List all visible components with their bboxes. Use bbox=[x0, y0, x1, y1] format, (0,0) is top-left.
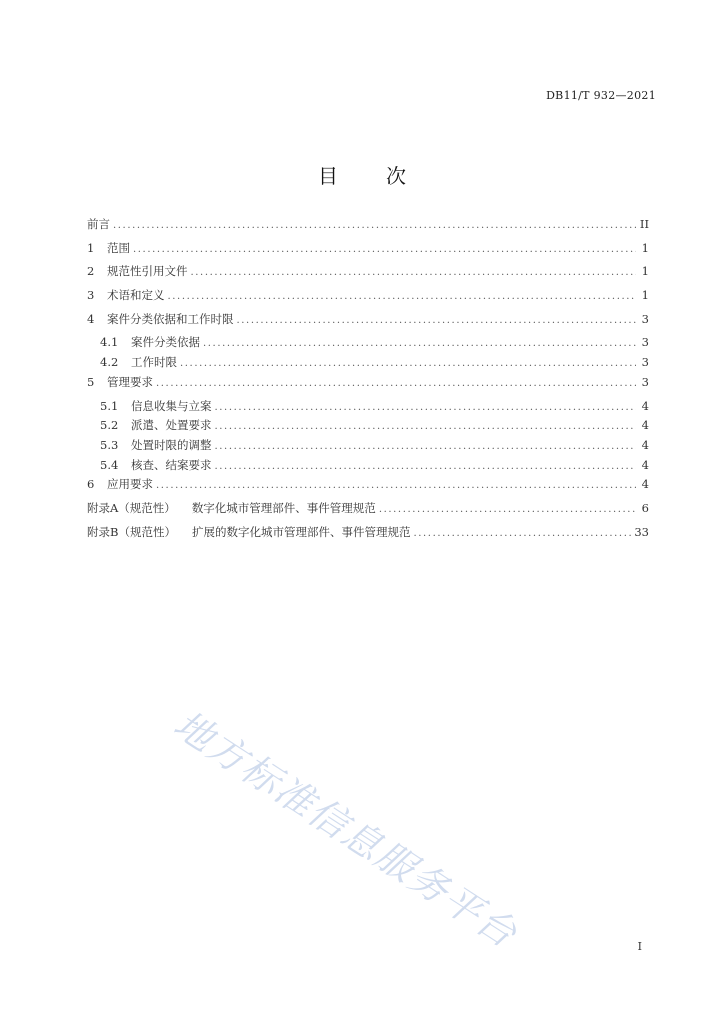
toc-entry-5-4[interactable] bbox=[87, 457, 649, 477]
toc-label: 术语和定义 bbox=[107, 288, 165, 303]
toc-page: II bbox=[639, 217, 649, 231]
toc-entry-annex-b[interactable] bbox=[87, 524, 649, 548]
toc-label: 应用要求 bbox=[107, 477, 153, 492]
table-of-contents bbox=[87, 216, 649, 547]
footer-page-number: I bbox=[637, 940, 642, 953]
toc-page: 4 bbox=[641, 457, 649, 472]
toc-page: 33 bbox=[634, 524, 649, 539]
toc-label: 管理要求 bbox=[107, 374, 153, 389]
annex-b-title: 扩展的数字化城市管理部件、事件管理规范 bbox=[191, 524, 411, 539]
toc-entry-5-2[interactable] bbox=[87, 417, 649, 437]
toc-number: 4.2 bbox=[100, 355, 119, 370]
toc-leader-dots bbox=[237, 315, 637, 326]
toc-entry-6[interactable] bbox=[87, 476, 649, 500]
toc-entry-4[interactable] bbox=[87, 311, 649, 335]
toc-label bbox=[87, 524, 410, 540]
toc-page: 1 bbox=[641, 288, 649, 303]
toc-page: 4 bbox=[641, 437, 649, 452]
toc-entry-1[interactable] bbox=[87, 240, 649, 264]
toc-page: 4 bbox=[641, 398, 649, 413]
toc-leader-dots bbox=[215, 421, 637, 432]
toc-label: 前言 bbox=[87, 217, 110, 231]
toc-leader-dots bbox=[215, 402, 637, 413]
toc-page: 3 bbox=[641, 311, 649, 326]
toc-label: 处置时限的调整 bbox=[131, 437, 212, 452]
toc-leader-dots bbox=[215, 461, 637, 472]
toc-entry-2[interactable] bbox=[87, 263, 649, 287]
toc-page: 3 bbox=[641, 355, 649, 370]
toc-page: 1 bbox=[641, 240, 649, 255]
toc-entry-5[interactable] bbox=[87, 374, 649, 398]
toc-number: 5.1 bbox=[100, 398, 119, 413]
toc-leader-dots bbox=[203, 338, 636, 349]
toc-leader-dots bbox=[413, 528, 631, 539]
toc-number: 5.3 bbox=[100, 437, 119, 452]
toc-leader-dots bbox=[156, 480, 636, 491]
toc-label: 案件分类依据和工作时限 bbox=[107, 311, 234, 326]
toc-leader-dots bbox=[113, 220, 636, 231]
toc-leader-dots bbox=[215, 441, 637, 452]
toc-number: 5.2 bbox=[100, 418, 119, 433]
annex-a-title: 数字化城市管理部件、事件管理规范 bbox=[191, 500, 376, 515]
annex-a-label: 附录A（规范性） bbox=[87, 500, 176, 515]
toc-leader-dots bbox=[180, 358, 636, 369]
toc-entry-4-1[interactable] bbox=[87, 334, 649, 354]
toc-leader-dots bbox=[168, 291, 637, 302]
toc-leader-dots bbox=[133, 244, 636, 255]
toc-label: 信息收集与立案 bbox=[131, 398, 212, 413]
toc-entry-5-3[interactable] bbox=[87, 437, 649, 457]
toc-entry-4-2[interactable] bbox=[87, 354, 649, 374]
toc-number: 6 bbox=[87, 477, 95, 492]
toc-number: 2 bbox=[87, 264, 95, 279]
toc-label: 工作时限 bbox=[131, 355, 177, 370]
toc-number: 4 bbox=[87, 311, 95, 326]
title-part-1: 目 bbox=[318, 164, 338, 188]
toc-page: 6 bbox=[641, 500, 649, 515]
toc-label: 范围 bbox=[107, 240, 130, 255]
annex-b-label: 附录B（规范性） bbox=[87, 524, 176, 539]
toc-page: 1 bbox=[641, 264, 649, 279]
toc-label: 核查、结案要求 bbox=[131, 457, 212, 472]
watermark: 地方标准信息服务平台 bbox=[166, 701, 526, 957]
toc-page: 4 bbox=[641, 418, 649, 433]
page-title bbox=[0, 160, 724, 189]
toc-page: 3 bbox=[641, 335, 649, 350]
toc-number: 4.1 bbox=[100, 335, 119, 350]
toc-number: 3 bbox=[87, 288, 95, 303]
toc-number: 5.4 bbox=[100, 457, 119, 472]
toc-number: 1 bbox=[87, 240, 95, 255]
toc-entry-3[interactable] bbox=[87, 287, 649, 311]
toc-entry-foreword[interactable] bbox=[87, 216, 649, 240]
toc-leader-dots bbox=[191, 267, 637, 278]
title-part-2: 次 bbox=[386, 164, 406, 188]
toc-page: 3 bbox=[641, 374, 649, 389]
toc-label: 案件分类依据 bbox=[131, 335, 200, 350]
standard-number: DB11/T 932—2021 bbox=[546, 89, 656, 102]
toc-leader-dots bbox=[156, 378, 636, 389]
toc-entry-5-1[interactable] bbox=[87, 398, 649, 418]
toc-label: 派遣、处置要求 bbox=[131, 418, 212, 433]
toc-label bbox=[87, 500, 376, 516]
toc-number: 5 bbox=[87, 374, 95, 389]
toc-entry-annex-a[interactable] bbox=[87, 500, 649, 524]
toc-page: 4 bbox=[641, 477, 649, 492]
toc-leader-dots bbox=[379, 504, 636, 515]
toc-label: 规范性引用文件 bbox=[107, 264, 188, 279]
